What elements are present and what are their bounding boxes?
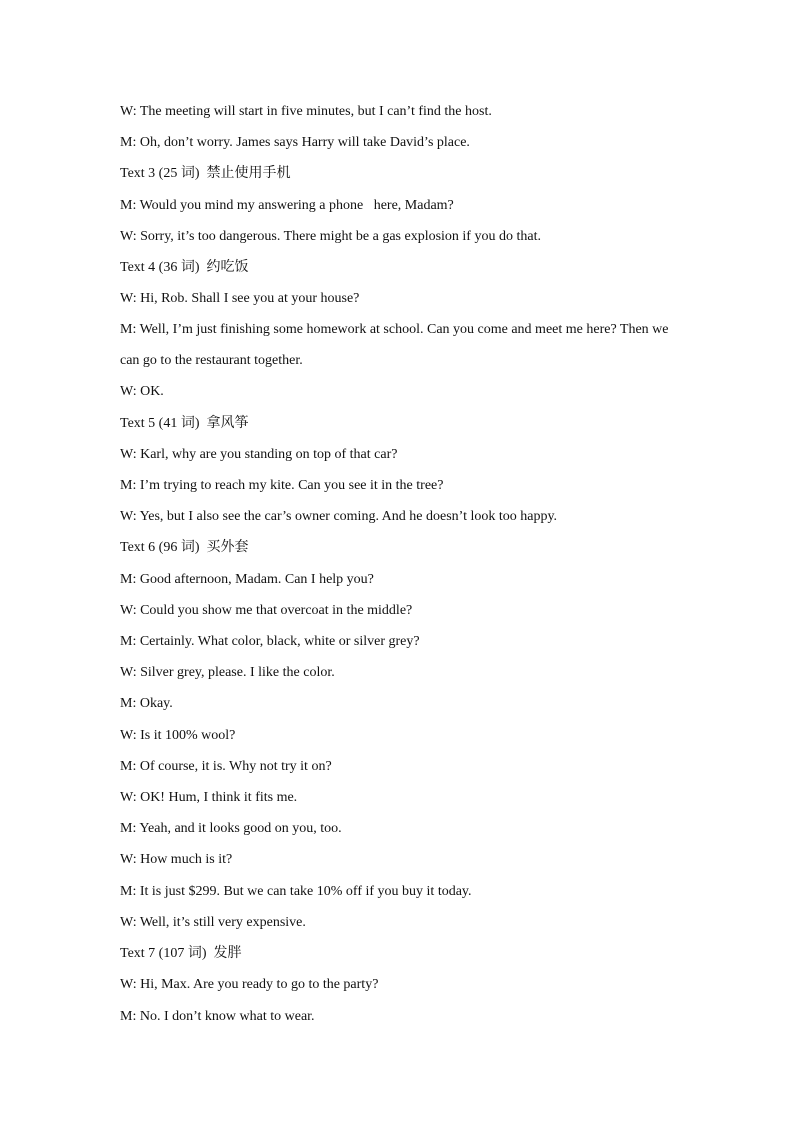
dialogue-line: W: OK! Hum, I think it fits me.: [120, 790, 298, 805]
dialogue-line: M: Okay.: [120, 696, 173, 711]
dialogue-line: W: Hi, Max. Are you ready to go to the party?: [120, 977, 379, 992]
section-heading: Text 6 (96 词) 买外套: [120, 540, 249, 555]
dialogue-line: M: I’m trying to reach my kite. Can you see it in the tree?: [120, 478, 444, 493]
dialogue-line: W: Sorry, it’s too dangerous. There might be a gas explosion if you do that.: [120, 229, 541, 244]
dialogue-line: W: Silver grey, please. I like the color.: [120, 665, 335, 680]
dialogue-line: M: Would you mind my answering a phone here, Madam?: [120, 198, 454, 213]
dialogue-line: M: Certainly. What color, black, white or silver grey?: [120, 634, 420, 649]
dialogue-line: M: Yeah, and it looks good on you, too.: [120, 821, 342, 836]
dialogue-line: W: Yes, but I also see the car’s owner coming. And he doesn’t look too happy.: [120, 509, 558, 524]
dialogue-line: W: How much is it?: [120, 852, 233, 867]
section-heading: Text 3 (25 词) 禁止使用手机: [120, 166, 291, 181]
dialogue-line: M: No. I don’t know what to wear.: [120, 1009, 315, 1024]
dialogue-line: W: Could you show me that overcoat in the middle?: [120, 603, 413, 618]
dialogue-line: W: Karl, why are you standing on top of that car?: [120, 447, 398, 462]
dialogue-line: M: Good afternoon, Madam. Can I help you?: [120, 572, 374, 587]
dialogue-line: W: Is it 100% wool?: [120, 728, 236, 743]
dialogue-line: W: OK.: [120, 384, 164, 399]
dialogue-line: W: The meeting will start in five minutes, but I can’t find the host.: [120, 104, 492, 119]
dialogue-line: M: Oh, don’t worry. James says Harry will take David’s place.: [120, 135, 470, 150]
section-heading: Text 7 (107 词) 发胖: [120, 946, 242, 961]
dialogue-line: M: Well, I’m just finishing some homework at school. Can you come and meet me here? Then we: [120, 322, 669, 337]
dialogue-line: W: Hi, Rob. Shall I see you at your house?: [120, 291, 360, 306]
section-heading: Text 5 (41 词) 拿风筝: [120, 416, 249, 431]
section-heading: Text 4 (36 词) 约吃饭: [120, 260, 249, 275]
dialogue-line: W: Well, it’s still very expensive.: [120, 915, 306, 930]
dialogue-line: M: Of course, it is. Why not try it on?: [120, 759, 332, 774]
dialogue-line: M: It is just $299. But we can take 10% off if you buy it today.: [120, 884, 472, 899]
dialogue-line-continuation: can go to the restaurant together.: [120, 353, 303, 368]
